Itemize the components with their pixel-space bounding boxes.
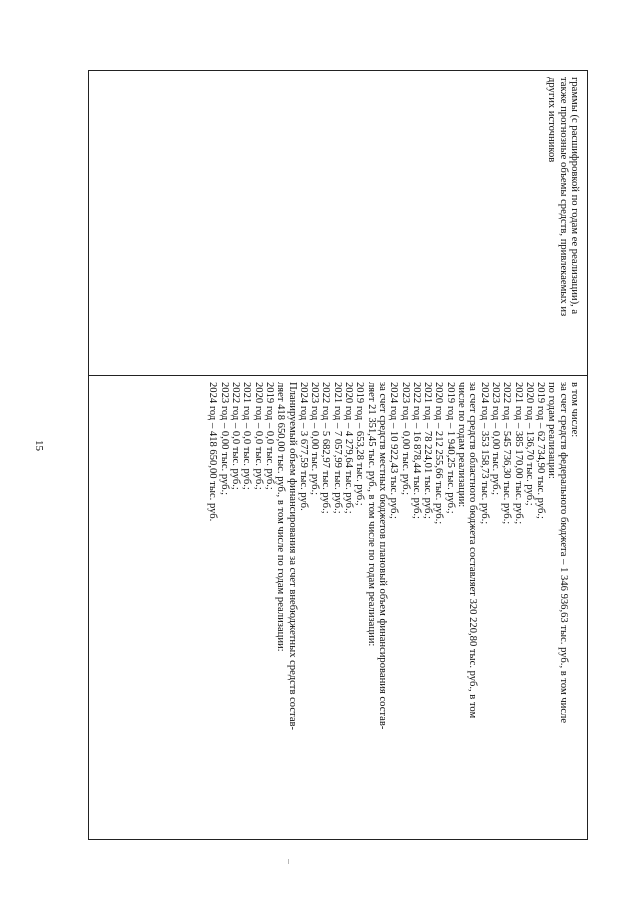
funding-line: 2023 год – 0,00 тыс. руб.; [218, 382, 230, 496]
label-line: граммы (с расшифровкой по годам ее реализации), а [569, 77, 580, 315]
table-cell-label [89, 71, 587, 376]
funding-line: ляет 418 650,00 тыс. руб., в том числе по годам реализации: [275, 382, 287, 652]
funding-line: 2020 год – 136,70 тыс. руб.; [523, 382, 535, 506]
funding-line: Планируемый объем финансирования за счет внебюджетных средств состав- [286, 382, 298, 731]
funding-line: 2019 год – 1 940,25 тыс. руб.; [444, 382, 456, 514]
funding-line: 2024 год – 353 158,73 тыс. руб.; [478, 382, 490, 525]
funding-line: 2022 год – 16 878,44 тыс. руб.; [410, 382, 422, 519]
funding-line: за счет средств федерального бюджета – 1 346 936,63 тыс. руб., в том числе [557, 382, 569, 724]
funding-table [88, 70, 588, 840]
funding-table-body [88, 70, 588, 840]
page-number: 15 [33, 440, 45, 451]
funding-line: 2022 год – 0,0 тыс. руб.; [230, 382, 242, 490]
funding-line: 2024 год – 10 922,43 тыс. руб.; [388, 382, 400, 519]
funding-line: числе по годам реализации: [456, 382, 468, 508]
funding-line: за счет средств местных бюджетов плановый объем финансирования состав- [376, 382, 388, 730]
funding-line: за счет средств областного бюджета составляет 320 220,80 тыс. руб., в том [467, 382, 479, 719]
funding-line: 2022 год – 545 736,30 тыс. руб.; [501, 382, 513, 525]
funding-line: 2023 год – 0,00 тыс. руб.; [399, 382, 411, 496]
funding-line: 2021 год – 0,0 тыс. руб.; [241, 382, 253, 490]
funding-line: в том числе: [569, 382, 580, 438]
funding-line: ляет 21 351,45 тыс. руб., в том числе по годам реализации: [365, 382, 377, 647]
funding-line: 2020 год – 0,0 тыс. руб.; [252, 382, 264, 490]
funding-line: 2022 год – 5 682,97 тыс. руб.; [320, 382, 332, 514]
funding-line: 2024 год – 3 677,59 тыс. руб. [297, 382, 309, 511]
funding-line: 2023 год – 0,00 тыс. руб.; [309, 382, 321, 496]
scan-mark [288, 859, 289, 864]
funding-line: 2021 год – 385 170,00 тыс. руб.; [512, 382, 524, 525]
funding-line: 2020 год – 4 279,64 тыс. руб.; [343, 382, 355, 514]
funding-line: 2019 год – 0,0 тыс. руб.; [263, 382, 275, 490]
funding-line: 2023 год – 0,00 тыс. руб.; [489, 382, 501, 496]
funding-line: 2019 год – 62 734,90 тыс. руб.; [535, 382, 547, 519]
label-line: других источников [546, 77, 558, 163]
funding-line: 2021 год – 7 057,99 тыс. руб.; [331, 382, 343, 514]
funding-line: по годам реализации: [546, 382, 558, 479]
funding-line: 2021 год – 78 224,01 тыс. руб.; [422, 382, 434, 519]
funding-line: 2024 год – 418 650,00 тыс. руб. [207, 382, 219, 522]
funding-line: 2020 год – 212 255,66 тыс. руб.; [433, 382, 445, 525]
label-line: также прогнозные объемы средств, привлекаемых из [557, 77, 569, 317]
table-cell-funding [89, 376, 587, 839]
funding-line: 2019 год – 653,28 тыс. руб.; [354, 382, 366, 506]
